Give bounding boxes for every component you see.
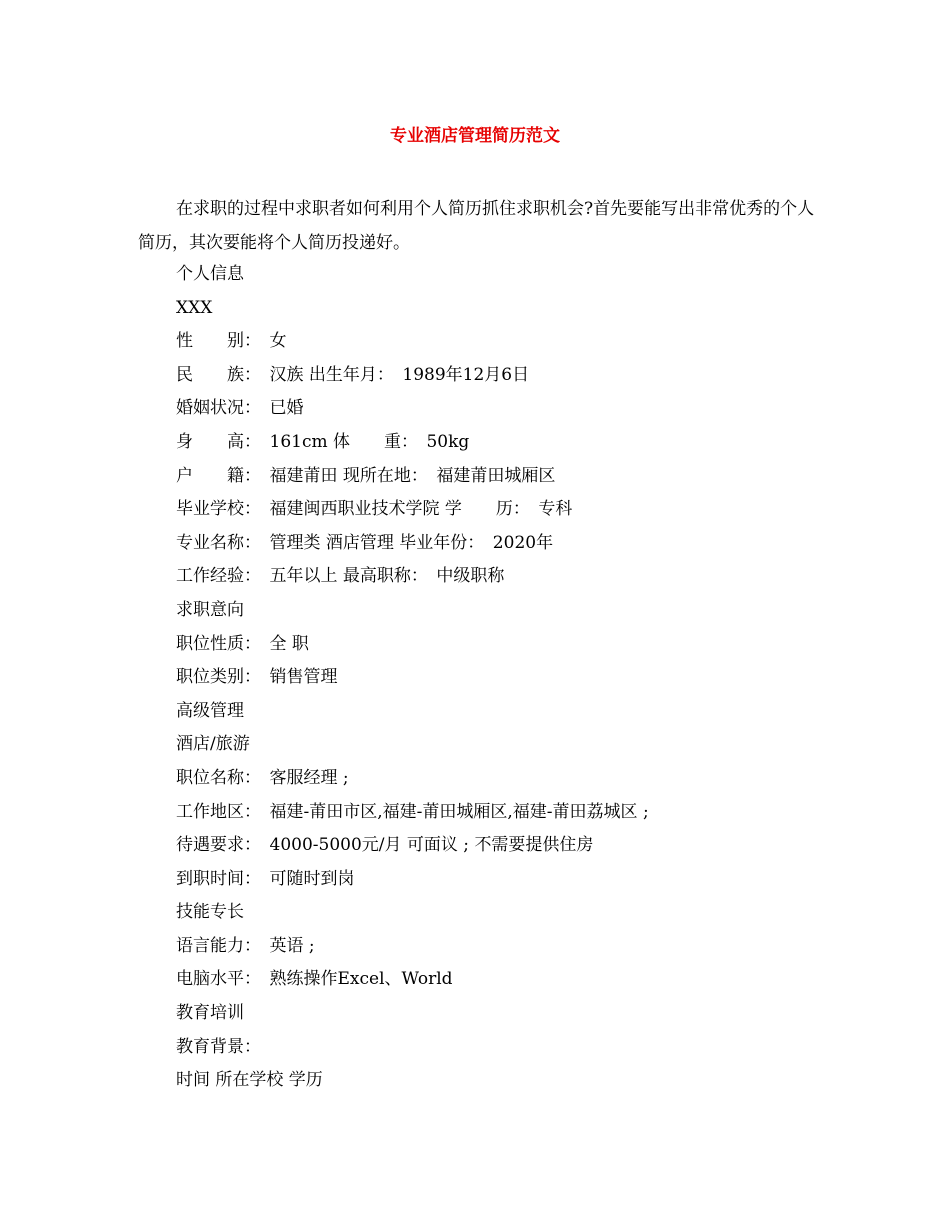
resume-line: 高级管理 <box>176 700 244 721</box>
resume-line: 职位名称： 客服经理 ; <box>176 767 349 788</box>
document-title: 专业酒店管理简历范文 <box>390 126 560 146</box>
resume-lines <box>176 258 856 1098</box>
resume-line: 技能专长 <box>176 902 244 923</box>
resume-line: 职位类别： 销售管理 <box>176 667 338 688</box>
resume-line: 待遇要求： 4000-5000元/月 可面议 ; 不需要提供住房 <box>176 835 594 856</box>
resume-line: 教育背景： <box>176 1036 261 1057</box>
intro-paragraph: 在求职的过程中求职者如何利用个人简历抓住求职机会?首先要能写出非常优秀的个人简历，其次要能将个人简历投递好。 <box>138 199 815 253</box>
resume-line: 身 高： 161cm 体 重： 50kg <box>176 431 470 452</box>
resume-line: 专业名称： 管理类 酒店管理 毕业年份： 2020年 <box>176 532 554 553</box>
resume-line: 酒店/旅游 <box>176 734 250 755</box>
resume-line: 到职时间： 可随时到岗 <box>176 868 355 889</box>
resume-line: 工作经验： 五年以上 最高职称： 中级职称 <box>176 566 505 587</box>
resume-line: 婚姻状况： 已婚 <box>176 398 304 419</box>
resume-line: 个人信息 <box>176 264 244 284</box>
resume-line: 职位性质： 全 职 <box>176 633 309 654</box>
resume-line: 求职意向 <box>176 599 244 620</box>
resume-line: XXX <box>176 297 213 318</box>
resume-line: 工作地区： 福建-莆田市区,福建-莆田城厢区,福建-莆田荔城区 ; <box>176 801 649 822</box>
resume-line: 电脑水平： 熟练操作Excel、World <box>176 969 453 990</box>
resume-line: 语言能力： 英语 ; <box>176 935 315 956</box>
resume-line: 教育培训 <box>176 1003 244 1024</box>
resume-line: 性 别： 女 <box>176 331 287 352</box>
resume-line: 户 籍： 福建莆田 现所在地： 福建莆田城厢区 <box>176 465 556 486</box>
resume-line: 毕业学校： 福建闽西职业技术学院 学 历： 专科 <box>176 499 573 520</box>
resume-line: 民 族： 汉族 出生年月： 1989年12月6日 <box>176 364 530 385</box>
resume-line: 时间 所在学校 学历 <box>176 1070 323 1091</box>
